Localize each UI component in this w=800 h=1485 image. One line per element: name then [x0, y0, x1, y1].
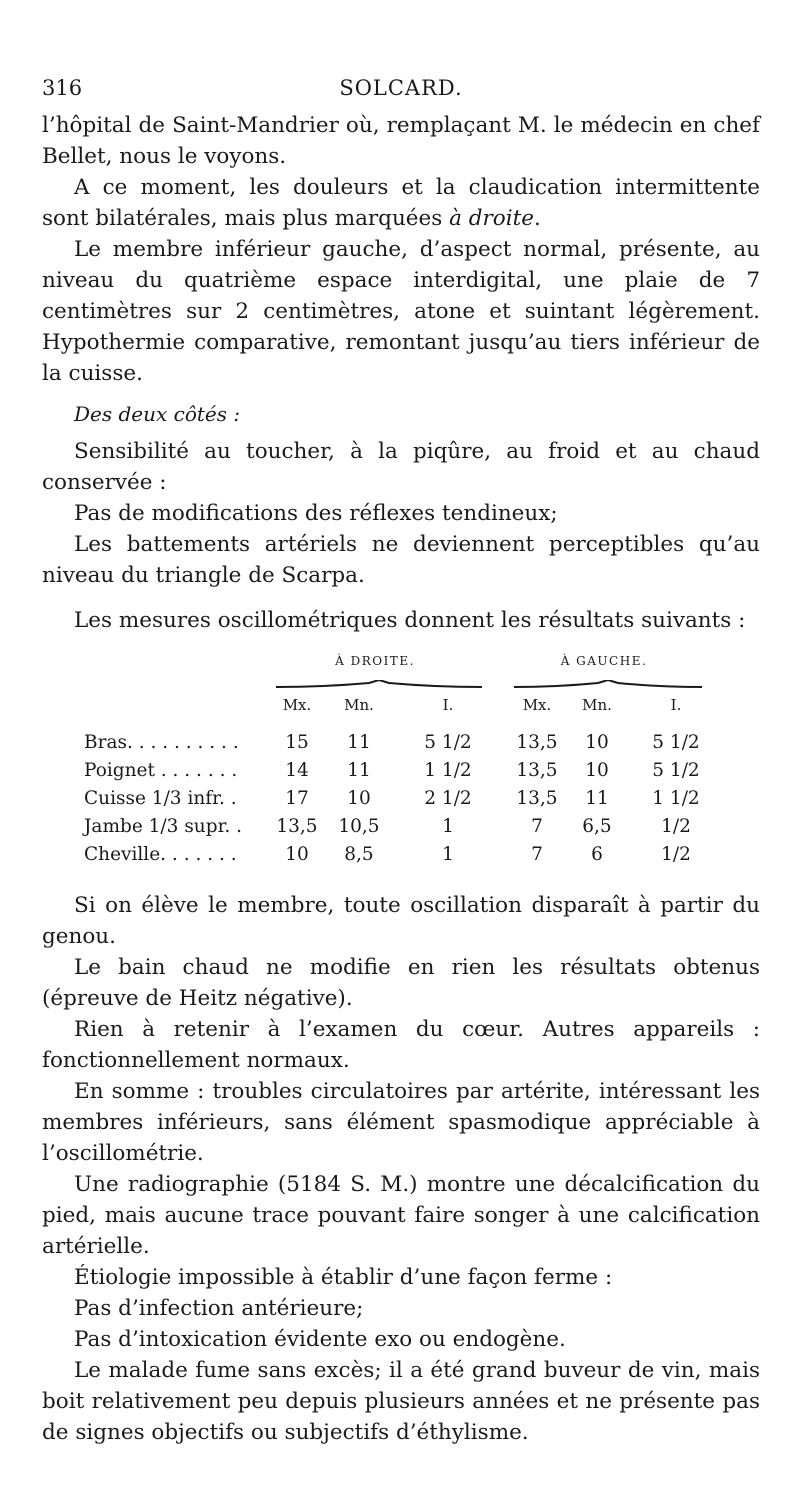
- table-cell: 5 1/2: [652, 760, 700, 781]
- page-number: 316: [42, 76, 83, 100]
- table-cell: 1 1/2: [652, 788, 700, 809]
- group-header-right: À DROITE.: [335, 654, 415, 668]
- paragraph-13: Étiologie impossible à établir d’une façon ferme :: [74, 1265, 613, 1290]
- col-header-i-right: I.: [442, 696, 454, 714]
- col-header-mx-left: Mx.: [522, 696, 552, 714]
- table-cell: 13,5: [516, 732, 558, 753]
- paragraph-9: Le bain chaud ne modifie en rien les résultats obtenus (épreuve de Heitz négative).: [42, 955, 760, 1011]
- table-cell: 10: [285, 844, 309, 865]
- paragraph-5: Pas de modifications des réflexes tendineux;: [74, 501, 558, 526]
- table-cell: 2 1/2: [424, 788, 472, 809]
- table-cell: 8,5: [344, 844, 374, 865]
- table-cell: 11: [347, 732, 371, 753]
- table-cell: 13,5: [276, 816, 318, 837]
- col-header-i-left: I.: [670, 696, 682, 714]
- running-head: [42, 70, 760, 110]
- table-cell: 1: [442, 844, 454, 865]
- paragraph-16: Le malade fume sans excès; il a été grand buveur de vin, mais boit relativement peu depuis plusieurs années et ne présente pas de signes objectifs ou subjectifs d’éthylisme.: [42, 1358, 760, 1445]
- table-cell: 1 1/2: [424, 760, 472, 781]
- brace-right: [274, 680, 484, 688]
- paragraph-2-end: .: [534, 206, 541, 231]
- table-cell: 1/2: [661, 844, 691, 865]
- table-cell: 5 1/2: [652, 732, 700, 753]
- paragraph-15: Pas d’intoxication évidente exo ou endogène.: [74, 1327, 566, 1352]
- paragraph-11: En somme : troubles circulatoires par artérite, intéressant les membres inférieurs, sans élément spasmodique appréciable à l’oscillométrie.: [42, 1079, 760, 1166]
- paragraph-3: Le membre inférieur gauche, d’aspect normal, présente, au niveau du quatrième espace interdigital, une plaie de 7 centimètres sur 2 centimètres, atone et suintant légèrement. Hypothermie comparative, remontant jusqu’au tiers inférieur de la cuisse.: [42, 237, 760, 386]
- paragraph-12: Une radiographie (5184 S. M.) montre une décalcification du pied, mais aucune trace pouvant faire songer à une calcification artérielle.: [42, 1172, 760, 1259]
- table-cell: 13,5: [516, 760, 558, 781]
- paragraph-8: Si on élève le membre, toute oscillation disparaît à partir du genou.: [42, 893, 760, 949]
- table-cell: 1/2: [661, 816, 691, 837]
- paragraph-4: Sensibilité au toucher, à la piqûre, au froid et au chaud conservée :: [42, 439, 760, 495]
- table-cell: 10: [347, 788, 371, 809]
- paragraph-2-italic: à droite: [449, 206, 534, 231]
- row-label: Cuisse 1/3 infr. .: [84, 788, 237, 809]
- paragraph-6: Les battements artériels ne deviennent perceptibles qu’au niveau du triangle de Scarpa.: [42, 532, 760, 588]
- row-label: Bras. . . . . . . . . .: [84, 732, 239, 753]
- table-cell: 10: [585, 732, 609, 753]
- paragraph-2-text: A ce moment, les douleurs et la claudication intermittente sont bilatérales, mais plus marquées: [42, 175, 760, 231]
- row-label: Cheville. . . . . . .: [84, 844, 237, 865]
- table-cell: 1: [442, 816, 454, 837]
- group-header-left: À GAUCHE.: [560, 654, 648, 668]
- table-cell: 6: [591, 844, 603, 865]
- paragraph-2: [42, 172, 760, 234]
- table-cell: 7: [531, 844, 543, 865]
- document-page: [42, 70, 760, 1448]
- col-header-mn-left: Mn.: [582, 696, 612, 714]
- table-cell: 6,5: [582, 816, 612, 837]
- paragraph-14: Pas d’infection antérieure;: [74, 1296, 364, 1321]
- table-cell: 5 1/2: [424, 732, 472, 753]
- col-header-mn-right: Mn.: [344, 696, 374, 714]
- table-cell: 7: [531, 816, 543, 837]
- table-cell: 17: [285, 788, 309, 809]
- section-heading: Des deux côtés :: [74, 402, 241, 426]
- table-cell: 10: [585, 760, 609, 781]
- table-cell: 14: [285, 760, 309, 781]
- paragraph-7: Les mesures oscillométriques donnent les résultats suivants :: [74, 608, 746, 633]
- table-cell: 11: [347, 760, 371, 781]
- col-header-mx-right: Mx.: [282, 696, 312, 714]
- paragraph-1: l’hôpital de Saint-Mandrier où, remplaçant M. le médecin en chef Bellet, nous le voyons.: [42, 113, 760, 169]
- table-cell: 15: [285, 732, 309, 753]
- row-label: Jambe 1/3 supr. .: [84, 816, 243, 837]
- oscillometry-table: [42, 654, 760, 882]
- row-label: Poignet . . . . . . .: [84, 760, 238, 781]
- table-cell: 13,5: [516, 788, 558, 809]
- paragraph-10: Rien à retenir à l’examen du cœur. Autres appareils : fonctionnellement normaux.: [42, 1017, 760, 1073]
- running-title: SOLCARD.: [339, 76, 463, 100]
- table-cell: 10,5: [338, 816, 380, 837]
- brace-left: [512, 680, 704, 688]
- table-cell: 11: [585, 788, 609, 809]
